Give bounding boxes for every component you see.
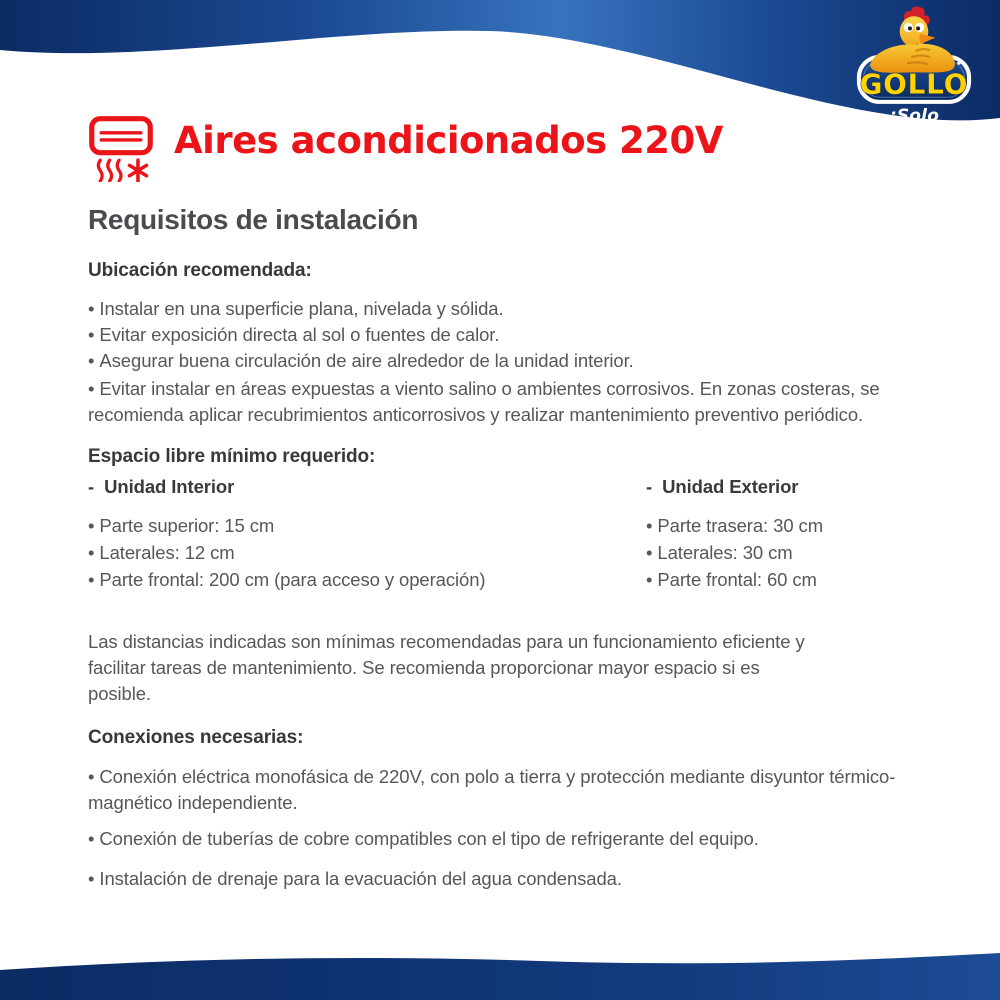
list-item: • Instalación de drenaje para la evacuación del agua condensada. [88,866,938,892]
air-conditioner-icon [88,112,154,182]
conexiones-heading: Conexiones necesarias: [88,727,304,748]
ubicacion-heading: Ubicación recomendada: [88,260,312,281]
list-item: • Instalar en una superficie plana, nivelada y sólida. [88,296,950,322]
list-item: • Laterales: 12 cm [88,539,646,566]
list-item: • Evitar instalar en áreas expuestas a viento salino o ambientes corrosivos. En zonas costeras, se recomienda aplicar recubrimientos anticorrosivos y realizar mantenimiento preventivo periódico. [88,376,888,428]
list-item: • Conexión eléctrica monofásica de 220V, con polo a tierra y protección mediante disyuntor térmico-magnético independiente. [88,764,938,816]
list-item: • Parte frontal: 200 cm (para acceso y operación) [88,566,646,593]
brand-tagline: ¡Solo bueno! [879,106,949,146]
exterior-unit-heading: - Unidad Exterior [646,476,950,498]
list-item: • Conexión de tuberías de cobre compatibles con el tipo de refrigerante del equipo. [88,826,938,852]
brand-logo [852,4,976,146]
clearance-note: Las distancias indicadas son mínimas recomendadas para un funcionamiento eficiente y facilitar tareas de mantenimiento. Se recomienda proporcionar mayor espacio si es posible. [88,631,805,704]
section-title: Requisitos de instalación [88,204,419,235]
content-area [88,110,950,892]
rooster-mascot-icon [852,4,976,108]
list-item: • Evitar exposición directa al sol o fuentes de calor. [88,322,950,348]
clearance-columns [88,476,950,593]
interior-unit-heading: - Unidad Interior [88,476,646,498]
list-item: • Asegurar buena circulación de aire alrededor de la unidad interior. [88,348,950,374]
exterior-unit-column [646,476,950,593]
list-item: • Parte frontal: 60 cm [646,566,950,593]
document-header [88,110,950,182]
page-title: Aires acondicionados 220V [174,119,723,162]
list-item: • Laterales: 30 cm [646,539,950,566]
list-item: • Parte superior: 15 cm [88,512,646,539]
conexiones-list [88,764,950,892]
ubicacion-list [88,296,950,428]
interior-unit-column [88,476,646,593]
bottom-wave-banner [0,950,1000,1000]
espacio-heading: Espacio libre mínimo requerido: [88,446,376,467]
list-item: • Parte trasera: 30 cm [646,512,950,539]
brand-wordmark: GOLLO [859,68,969,101]
